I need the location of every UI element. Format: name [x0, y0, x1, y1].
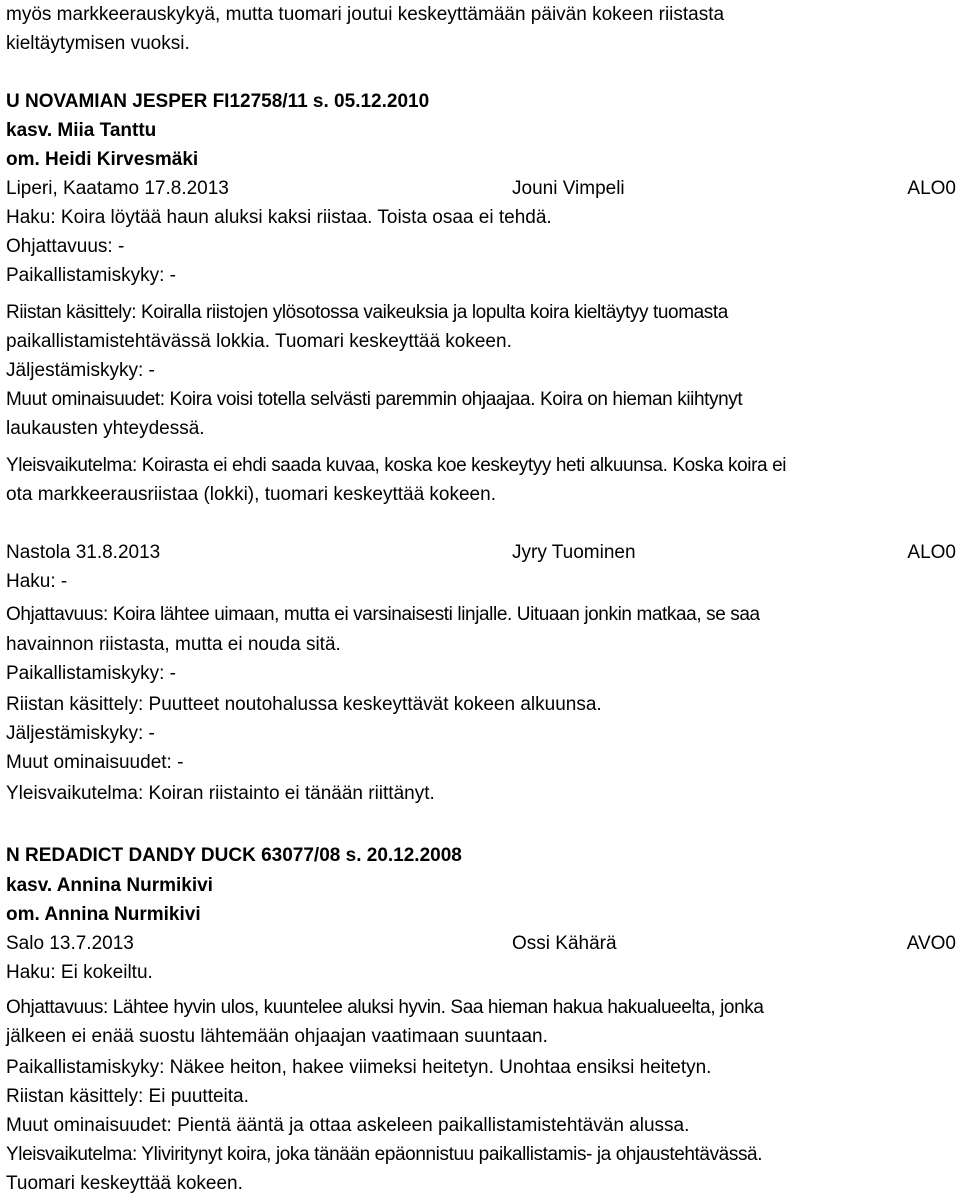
trial-place-date: Nastola 31.8.2013	[6, 542, 161, 563]
trial-line: Paikallistamiskyky: Näkee heiton, hakee viimeksi heitetyn. Unohtaa ensiksi heitetyn.	[6, 1057, 712, 1078]
trial-line: Haku: -	[6, 571, 68, 592]
trial-line: Ohjattavuus: Lähtee hyvin ulos, kuuntelee aluksi hyvin. Saa hieman hakua hakualueelta, jonka	[6, 997, 764, 1018]
trial-header	[6, 174, 956, 203]
trial-line: paikallistamistehtävässä lokkia. Tuomari keskeyttää kokeen.	[6, 331, 512, 352]
trial-line: Ohjattavuus: -	[6, 236, 125, 257]
trial-result: ALO0	[907, 178, 956, 199]
trial-place-date: Liperi, Kaatamo 17.8.2013	[6, 178, 229, 199]
dog-owner: om. Heidi Kirvesmäki	[6, 149, 199, 170]
trial-line: Yleisvaikutelma: Koirasta ei ehdi saada kuvaa, koska koe keskeytyy heti alkuunsa. Koska koira ei	[6, 455, 787, 476]
trial-line: Jäljestämiskyky: -	[6, 360, 155, 381]
trial-judge: Ossi Kähärä	[512, 933, 617, 954]
dog-breeder: kasv. Annina Nurmikivi	[6, 875, 213, 896]
trial-line: Yleisvaikutelma: Yliviritynyt koira, joka tänään epäonnistuu paikallistamis- ja ohjaustehtävässä.	[6, 1144, 763, 1165]
trial-line: Muut ominaisuudet: Pientä ääntä ja ottaa askeleen paikallistamistehtävän alussa.	[6, 1115, 690, 1136]
trial-line: Paikallistamiskyky: -	[6, 265, 176, 286]
trial-line: jälkeen ei enää suostu lähtemään ohjaajan vaatimaan suuntaan.	[6, 1026, 548, 1047]
trial-line: Riistan käsittely: Puutteet noutohalussa keskeyttävät kokeen alkuunsa.	[6, 694, 602, 715]
dog-owner: om. Annina Nurmikivi	[6, 904, 201, 925]
trial-line: Tuomari keskeyttää kokeen.	[6, 1173, 243, 1194]
trial-line: Paikallistamiskyky: -	[6, 663, 176, 684]
continuation-line: kieltäytymisen vuoksi.	[6, 33, 190, 54]
trial-line: Riistan käsittely: Ei puutteita.	[6, 1086, 249, 1107]
trial-line: laukausten yhteydessä.	[6, 418, 205, 439]
trial-result: ALO0	[907, 542, 956, 563]
trial-line: ota markkeerausriistaa (lokki), tuomari keskeyttää kokeen.	[6, 484, 496, 505]
dog-breeder: kasv. Miia Tanttu	[6, 120, 157, 141]
trial-result: AVO0	[906, 933, 956, 954]
trial-line: Haku: Koira löytää haun aluksi kaksi riistaa. Toista osaa ei tehdä.	[6, 207, 552, 228]
trial-line: Ohjattavuus: Koira lähtee uimaan, mutta ei varsinaisesti linjalle. Uituaan jonkin matkaa, se saa	[6, 604, 760, 625]
trial-line: Muut ominaisuudet: -	[6, 752, 184, 773]
trial-line: Riistan käsittely: Koiralla riistojen ylösotossa vaikeuksia ja lopulta koira kieltäytyy tuomasta	[6, 302, 728, 323]
dog-header: N REDADICT DANDY DUCK 63077/08 s. 20.12.2008	[6, 845, 462, 866]
trial-judge: Jyry Tuominen	[512, 542, 636, 563]
trial-header	[6, 538, 956, 567]
trial-line: Jäljestämiskyky: -	[6, 723, 155, 744]
trial-line: havainnon riistasta, mutta ei nouda sitä.	[6, 634, 341, 655]
continuation-line: myös markkeerauskykyä, mutta tuomari joutui keskeyttämään päivän kokeen riistasta	[6, 4, 725, 25]
trial-header	[6, 929, 956, 958]
trial-place-date: Salo 13.7.2013	[6, 933, 134, 954]
trial-line: Muut ominaisuudet: Koira voisi totella selvästi paremmin ohjaajaa. Koira on hieman kiihtynyt	[6, 389, 743, 410]
trial-line: Haku: Ei kokeiltu.	[6, 962, 153, 983]
trial-judge: Jouni Vimpeli	[512, 178, 625, 199]
dog-header: U NOVAMIAN JESPER FI12758/11 s. 05.12.2010	[6, 91, 430, 112]
trial-line: Yleisvaikutelma: Koiran riistainto ei tänään riittänyt.	[6, 783, 435, 804]
